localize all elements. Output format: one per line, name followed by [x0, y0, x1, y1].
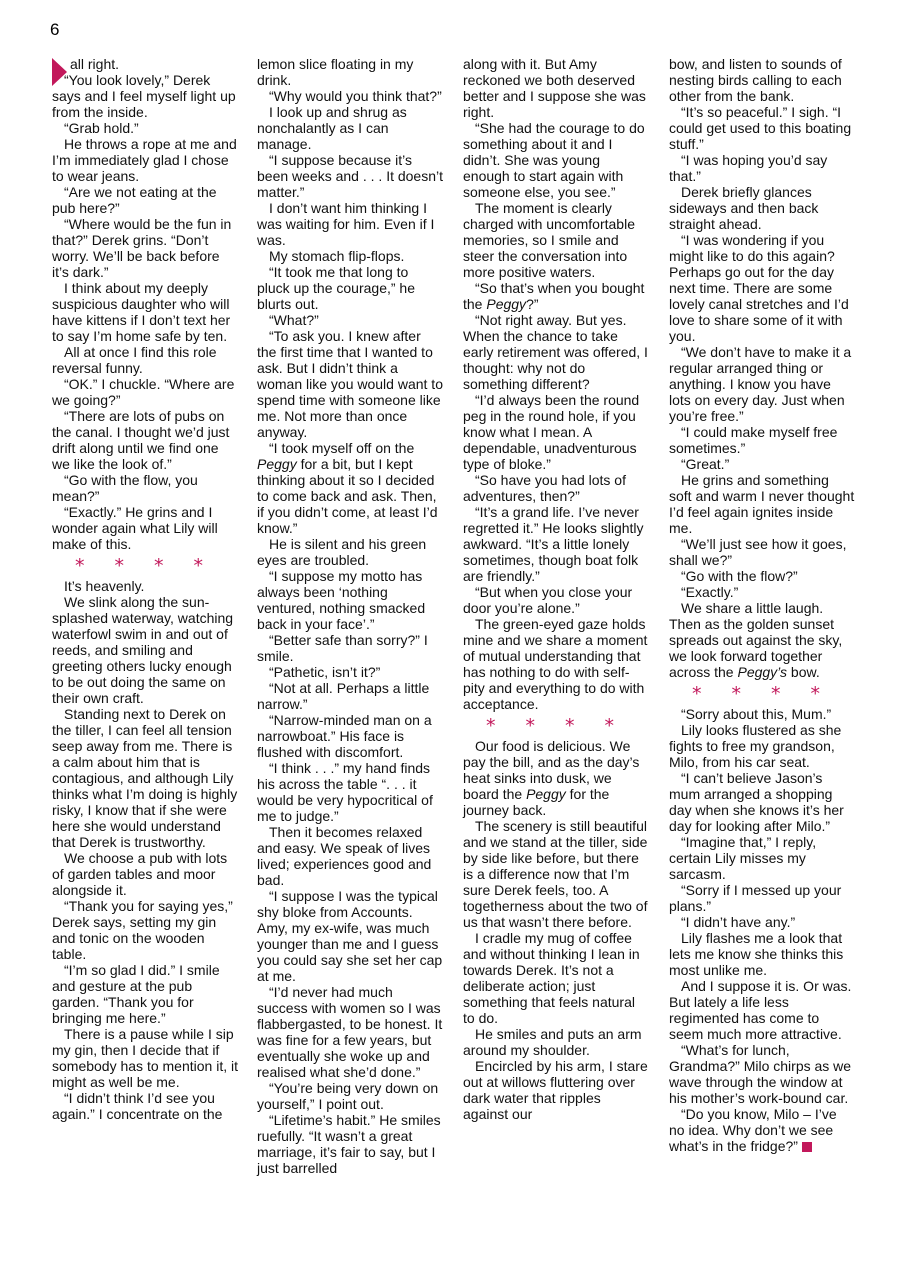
paragraph: Standing next to Derek on the tiller, I can feel all tension seep away from me. There is a calm about him that is contagious, and although Lily thinks what I’m doing is highly risky, I know that if she were here she would understand that Derek is trustworthy. [52, 706, 238, 850]
paragraph: The green-eyed gaze holds mine and we share a moment of mutual understanding that has nothing to do with self-pity and everything to do with acceptance. [463, 616, 648, 712]
paragraph [463, 280, 649, 312]
paragraph: “So have you had lots of adventures, then?” [463, 472, 626, 504]
paragraph: “We’ll just see how it goes, shall we?” [669, 536, 847, 568]
text-run: “Do you know, Milo – I’ve no idea. Why don’t we see what’s in the fridge?” [669, 1106, 837, 1154]
paragraph: “We don’t have to make it a regular arranged thing or anything. I know you have lots on every day. Just when you’re free.” [669, 344, 852, 424]
text-column-3 [463, 56, 649, 1122]
paragraph: “I think . . .” my hand finds his across the table “. . . it would be very hypocritical of me to judge.” [257, 760, 433, 824]
paragraph [463, 738, 649, 818]
paragraph: “What’s for lunch, Grandma?” Milo chirps as we wave through the window at his mother’s work-bound car. [669, 1042, 852, 1106]
paragraph: There is a pause while I sip my gin, then I decide that if somebody has to mention it, it might as well be me. [52, 1026, 238, 1090]
paragraph: “Lifetime’s habit.” He smiles ruefully. “It wasn’t a great marriage, it’s fair to say, but I just barrelled [257, 1112, 441, 1176]
text-run: “So that’s when you bought the [463, 280, 645, 312]
paragraph: “I’m so glad I did.” I smile and gesture at the pub garden. “Thank you for bringing me here.” [52, 962, 220, 1026]
paragraph: “Sorry about this, Mum.” [681, 706, 832, 722]
paragraph: “Exactly.” [681, 584, 739, 600]
paragraph: All at once I find this role reversal funny. [52, 344, 217, 376]
boat-name: Peggy [257, 456, 297, 472]
paragraph: He smiles and puts an arm around my shoulder. [463, 1026, 642, 1058]
paragraph: “Why would you think that?” [269, 88, 442, 104]
text-run: bow. [787, 664, 820, 680]
paragraph: “I can’t believe Jason’s mum arranged a shopping day when she knows it’s her day for looking after Milo.” [669, 770, 844, 834]
paragraph [669, 1106, 855, 1154]
paragraph: along with it. But Amy reckoned we both deserved better and I suppose she was right. [463, 56, 646, 120]
paragraph: “Thank you for saying yes,” Derek says, setting my gin and tonic on the wooden table. [52, 898, 233, 962]
paragraph: “You’re being very down on yourself,” I point out. [257, 1080, 439, 1112]
text-run: Our food is delicious. We pay the bill, and as the day’s heat sinks into dusk, we board the [463, 738, 640, 802]
paragraph: “It’s a grand life. I’ve never regretted it.” He looks slightly awkward. “It’s a little lonely sometimes, though boat folk are friendly.” [463, 504, 644, 584]
paragraph: “It’s so peaceful.” I sigh. “I could get used to this boating stuff.” [669, 104, 852, 152]
paragraph: “Narrow-minded man on a narrowboat.” His face is flushed with discomfort. [257, 712, 432, 760]
story-start-triangle-icon [52, 58, 67, 86]
page-number: 6 [50, 20, 60, 39]
paragraph: “Sorry if I messed up your plans.” [669, 882, 842, 914]
story-end-square-icon [802, 1142, 812, 1152]
paragraph: “Go with the flow?” [681, 568, 798, 584]
paragraph: Derek briefly glances sideways and then back straight ahead. [669, 184, 819, 232]
paragraph: The scenery is still beautiful and we stand at the tiller, side by side like before, but there is a difference now that I’m sure Derek feels, too. A togetherness about the two of us that wasn’t there before. [463, 818, 648, 930]
paragraph: lemon slice floating in my drink. [257, 56, 414, 88]
paragraph: “I’d never had much success with women so I was flabbergasted, to be honest. It was fine for a few years, but eventually she woke up and realised what she’d done.” [257, 984, 443, 1080]
paragraph: “I’d always been the round peg in the round hole, if you know what I mean. A dependable, unadventurous type of bloke.” [463, 392, 640, 472]
paragraph: Encircled by his arm, I stare out at willows fluttering over dark water that ripples against our [463, 1058, 648, 1122]
paragraph: “Not at all. Perhaps a little narrow.” [257, 680, 430, 712]
paragraph: “Pathetic, isn’t it?” [269, 664, 381, 680]
text-run: “I took myself off on the [269, 440, 415, 456]
paragraph: “Where would be the fun in that?” Derek grins. “Don’t worry. We’ll be back before it’s dark.” [52, 216, 232, 280]
paragraph: “Grab hold.” [64, 120, 139, 136]
text-run: for a bit, but I kept thinking about it so I decided to come back and ask. Then, if you didn’t come, at least I’d know.” [257, 456, 438, 536]
paragraph: It’s heavenly. [64, 578, 145, 594]
paragraph: I don’t want him thinking I was waiting for him. Even if I was. [257, 200, 435, 248]
boat-name: Peggy’s [737, 664, 788, 680]
paragraph: “Exactly.” He grins and I wonder again what Lily will make of this. [52, 504, 218, 552]
text-column-2 [257, 56, 443, 1176]
boat-name: Peggy [526, 786, 566, 802]
paragraph: “Great.” [681, 456, 730, 472]
section-break-stars: * * * * [691, 683, 833, 705]
paragraph: “It took me that long to pluck up the courage,” he blurts out. [257, 264, 415, 312]
text-run: ?” [526, 296, 539, 312]
paragraph: We choose a pub with lots of garden tables and moor alongside it. [52, 850, 228, 898]
paragraph: “I didn’t have any.” [681, 914, 796, 930]
paragraph: “I didn’t think I’d see you again.” I concentrate on the [52, 1090, 223, 1122]
paragraph: The moment is clearly charged with uncomfortable memories, so I smile and steer the conversation into more positive waters. [463, 200, 635, 280]
paragraph: He grins and something soft and warm I never thought I’d feel again ignites inside me. [669, 472, 855, 536]
paragraph: I think about my deeply suspicious daughter who will have kittens if I don’t text her to say I’m home safe by ten. [52, 280, 231, 344]
paragraph: He is silent and his green eyes are troubled. [257, 536, 427, 568]
paragraph: He throws a rope at me and I’m immediately glad I chose to wear jeans. [52, 136, 237, 184]
paragraph: “There are lots of pubs on the canal. I thought we’d just drift along until we find one we like the look of.” [52, 408, 230, 472]
paragraph: “I was hoping you’d say that.” [669, 152, 828, 184]
paragraph: “Go with the flow, you mean?” [52, 472, 198, 504]
text-run: We share a little laugh. Then as the golden sunset spreads out against the sky, we look forward together across the [669, 600, 843, 680]
paragraph: “I suppose my motto has always been ‘nothing ventured, nothing smacked back in your face’.” [257, 568, 426, 632]
paragraph: “What?” [269, 312, 319, 328]
paragraph: bow, and listen to sounds of nesting birds calling to each other from the bank. [669, 56, 842, 104]
paragraph: We slink along the sun-splashed waterway, watching waterfowl swim in and out of reeds, and smiling and greeting others lucky enough to be out doing the same on their own craft. [52, 594, 234, 706]
paragraph: “You look lovely,” Derek says and I feel myself light up from the inside. [52, 72, 236, 120]
paragraph [257, 440, 443, 536]
paragraph: “But when you close your door you’re alone.” [463, 584, 633, 616]
paragraph: I cradle my mug of coffee and without thinking I lean in towards Derek. It’s not a deliberate action; just something that feels natural to do. [463, 930, 640, 1026]
paragraph: “OK.” I chuckle. “Where are we going?” [52, 376, 235, 408]
paragraph: “Imagine that,” I reply, certain Lily misses my sarcasm. [669, 834, 817, 882]
text-column-1 [52, 56, 238, 1122]
paragraph: “Not right away. But yes. When the chance to take early retirement was offered, I thought: why not do something different? [463, 312, 648, 392]
text-column-4 [669, 56, 855, 1154]
section-break-stars: * * * * [74, 555, 216, 577]
boat-name: Peggy [486, 296, 527, 312]
text-run: for the journey back. [463, 786, 610, 818]
paragraph: “I could make myself free sometimes.” [669, 424, 838, 456]
paragraph: “Better safe than sorry?” I smile. [257, 632, 428, 664]
paragraph: “I suppose I was the typical shy bloke from Accounts. Amy, my ex-wife, was much younger than me and I guess you could say she set her cap at me. [257, 888, 443, 984]
paragraph: And I suppose it is. Or was. But lately a life less regimented has come to seem much more attractive. [669, 978, 852, 1042]
section-break-stars: * * * * [485, 715, 627, 737]
paragraph: “I suppose because it’s been weeks and . . . It doesn’t matter.” [257, 152, 444, 200]
paragraph: “To ask you. I knew after the first time that I wanted to ask. But I didn’t think a woman like you would want to spend time with someone like me. Not more than once anyway. [257, 328, 443, 440]
paragraph: My stomach flip-flops. [269, 248, 405, 264]
paragraph [669, 600, 855, 680]
paragraph: “She had the courage to do something about it and I didn’t. She was young enough to start again with someone else, you see.” [463, 120, 645, 200]
paragraph: I look up and shrug as nonchalantly as I can manage. [257, 104, 407, 152]
paragraph: Lily looks flustered as she fights to free my grandson, Milo, from his car seat. [669, 722, 842, 770]
paragraph: Then it becomes relaxed and easy. We speak of lives lived; experiences good and bad. [257, 824, 432, 888]
paragraph: all right. [70, 56, 120, 72]
story-start [52, 56, 238, 72]
paragraph: “I was wondering if you might like to do this again? Perhaps go out for the day next time. There are some lovely canal stretches and I’d love to share some of it with you. [669, 232, 849, 344]
paragraph: “Are we not eating at the pub here?” [52, 184, 217, 216]
paragraph: Lily flashes me a look that lets me know she thinks this most unlike me. [669, 930, 844, 978]
